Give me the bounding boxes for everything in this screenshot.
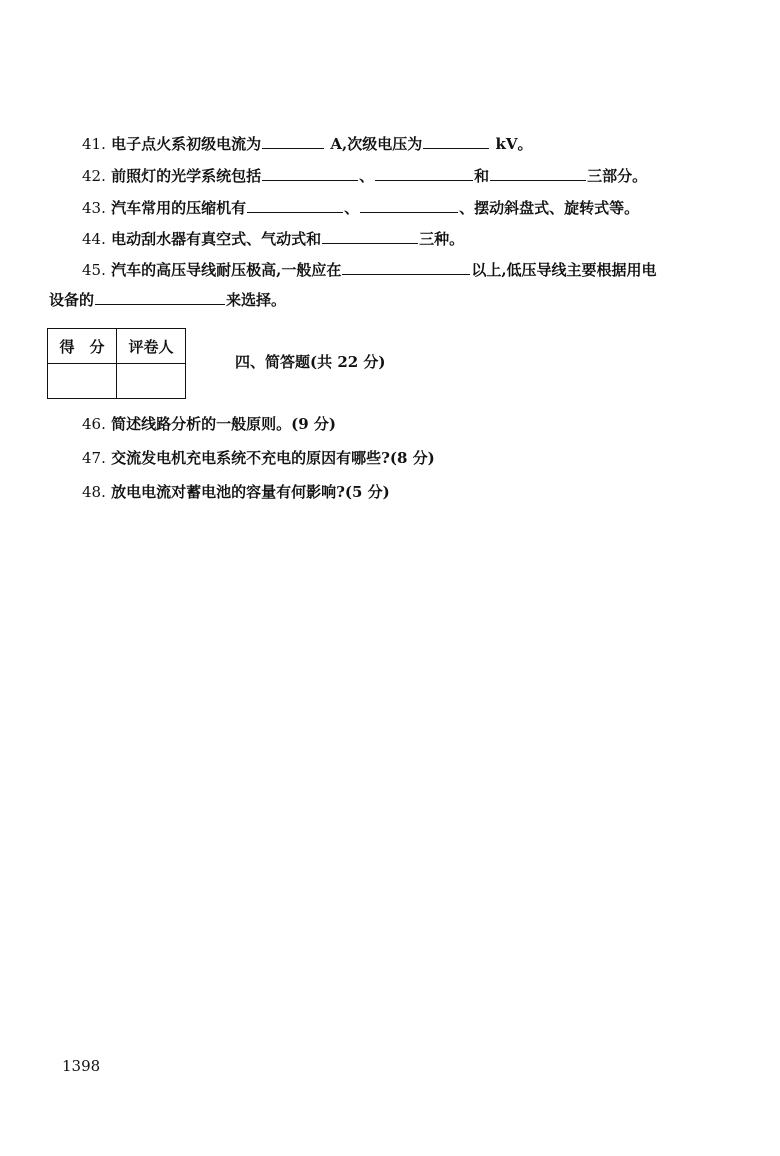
question-46	[82, 414, 336, 434]
section-title: 四、简答题(共 22 分)	[235, 353, 386, 371]
question-text: 前照灯的光学系统包括	[111, 167, 262, 185]
question-text: 三种。	[419, 230, 465, 248]
question-text: 三部分。	[587, 167, 648, 185]
question-text: kV。	[495, 135, 533, 153]
question-text: 放电电流对蓄电池的容量有何影响?(5 分)	[111, 483, 390, 501]
question-number: 42.	[82, 167, 106, 185]
answer-blank[interactable]	[342, 260, 470, 275]
score-cell[interactable]	[48, 364, 117, 399]
grader-cell[interactable]	[117, 364, 186, 399]
question-number: 45.	[82, 261, 106, 279]
question-number: 46.	[82, 415, 106, 433]
question-47	[82, 448, 435, 468]
question-number: 43.	[82, 199, 106, 217]
question-number: 48.	[82, 483, 106, 501]
answer-blank[interactable]	[322, 229, 418, 244]
question-42	[82, 166, 647, 186]
question-41	[82, 134, 533, 154]
answer-blank[interactable]	[262, 166, 358, 181]
answer-blank[interactable]	[375, 166, 473, 181]
answer-blank[interactable]	[490, 166, 586, 181]
question-45	[82, 260, 657, 280]
question-text: 、	[359, 167, 375, 185]
question-text: 交流发电机充电系统不充电的原因有哪些?(8 分)	[111, 449, 435, 467]
question-text: 电动刮水器有真空式、气动式和	[111, 230, 322, 248]
question-text: 汽车常用的压缩机有	[111, 199, 247, 217]
question-text: 、摆动斜盘式、旋转式等。	[459, 199, 640, 217]
question-43	[82, 198, 639, 218]
question-44	[82, 229, 464, 249]
question-text: 设备的	[49, 291, 95, 309]
question-text: 、	[344, 199, 360, 217]
answer-blank[interactable]	[247, 198, 343, 213]
question-number: 47.	[82, 449, 106, 467]
question-text: 汽车的高压导线耐压极高,一般应在	[111, 261, 342, 279]
question-number: 44.	[82, 230, 106, 248]
question-text: 来选择。	[226, 291, 287, 309]
score-table	[47, 328, 186, 399]
answer-blank[interactable]	[360, 198, 458, 213]
question-text: 电子点火系初级电流为	[111, 135, 262, 153]
page-number: 1398	[62, 1057, 101, 1075]
answer-blank[interactable]	[95, 290, 225, 305]
question-text: 简述线路分析的一般原则。(9 分)	[111, 415, 336, 433]
grader-header: 评卷人	[117, 329, 186, 364]
score-header: 得 分	[48, 329, 117, 364]
question-text: A,次级电压为	[330, 135, 423, 153]
question-number: 41.	[82, 135, 106, 153]
answer-blank[interactable]	[423, 134, 489, 149]
answer-blank[interactable]	[262, 134, 324, 149]
question-48	[82, 482, 390, 502]
question-text: 以上,低压导线主要根据用电	[471, 261, 657, 279]
question-text: 和	[474, 167, 490, 185]
question-45-continued	[49, 290, 286, 310]
